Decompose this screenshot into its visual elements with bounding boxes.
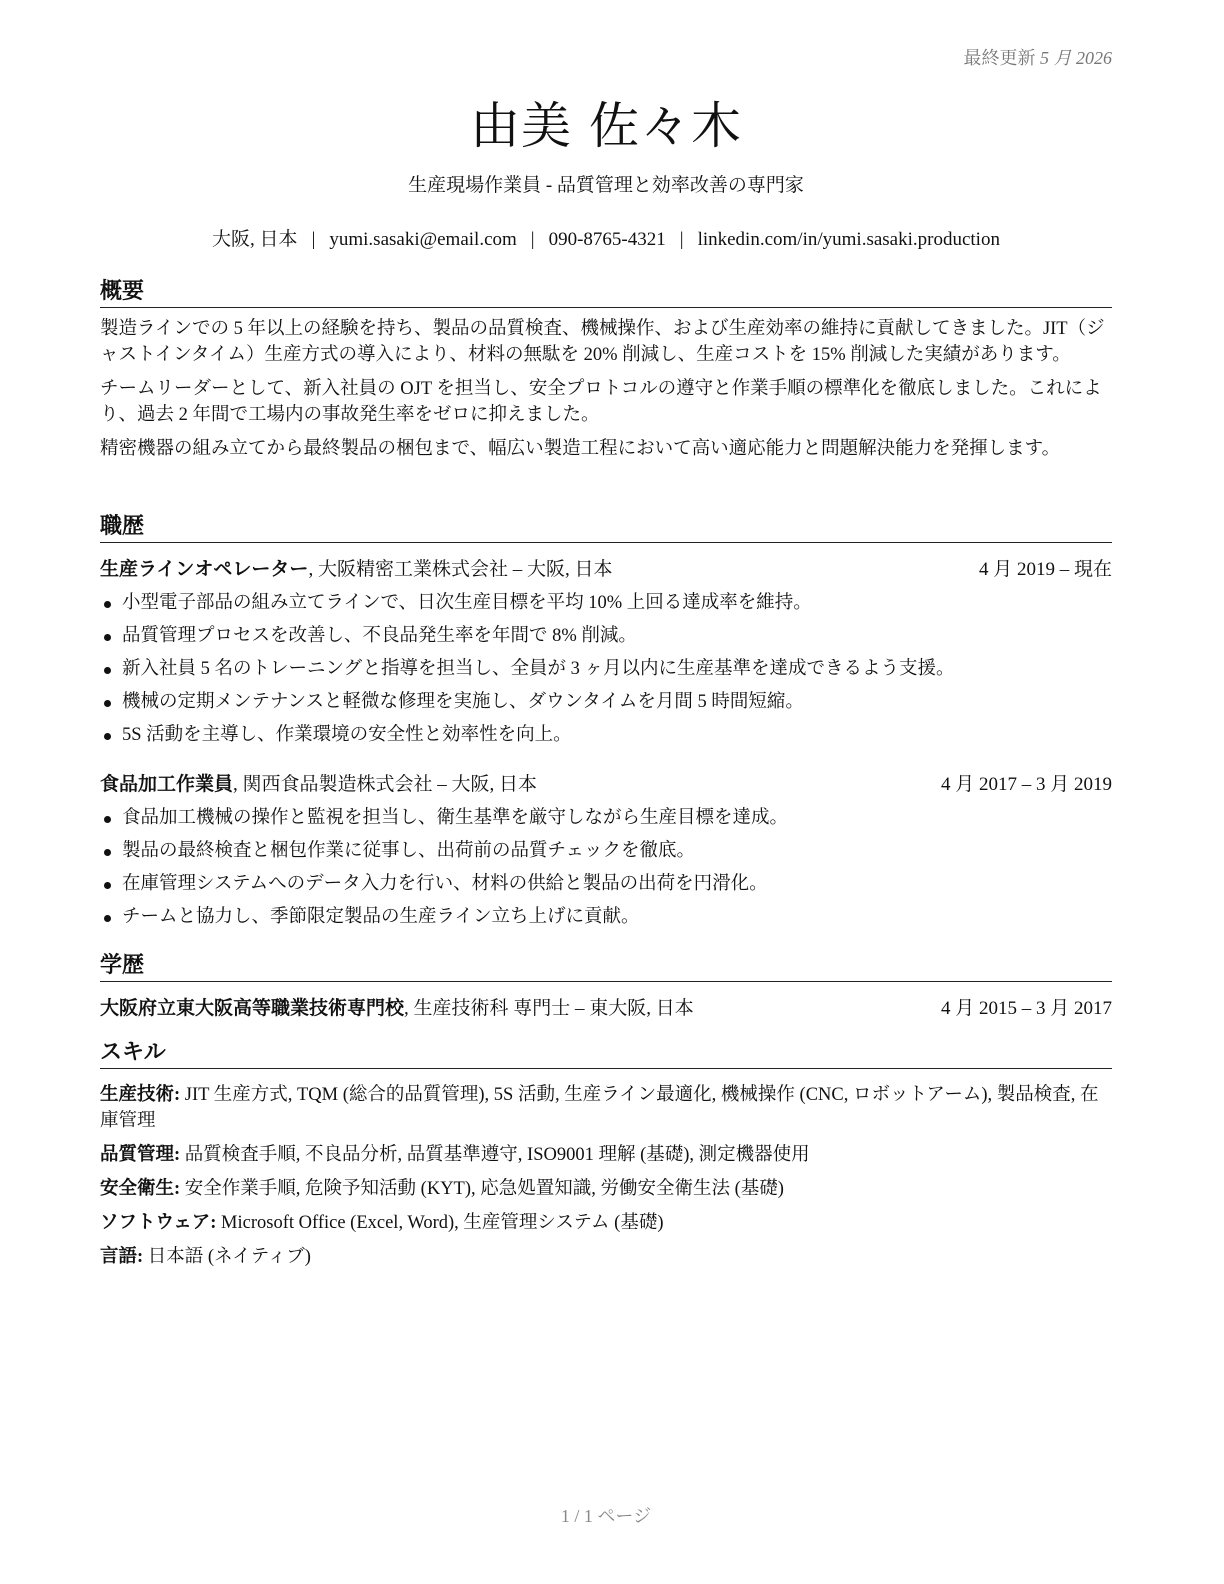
- skill-value: 安全作業手順, 危険予知活動 (KYT), 応急処置知識, 労働安全衛生法 (基礎): [184, 1179, 784, 1199]
- job-company: , 関西食品製造株式会社 – 大阪, 日本: [233, 774, 538, 795]
- skill-row: [100, 1176, 1112, 1202]
- summary-title: 概要: [100, 278, 1112, 308]
- contact-separator: |: [530, 229, 535, 250]
- education-section: [100, 952, 1112, 1022]
- list-item: 新入社員 5 名のトレーニングと指導を担当し、全員が 3 ヶ月以内に生産基準を達成できるよう支援。: [100, 653, 1112, 686]
- job-header: [100, 772, 1112, 798]
- job-title: 食品加工作業員: [100, 774, 234, 795]
- job-title: 生産ラインオペレーター: [100, 559, 309, 580]
- skill-row: [100, 1082, 1112, 1134]
- contact-separator: |: [311, 229, 316, 250]
- education-title: 学歴: [100, 952, 1112, 982]
- candidate-name: 由美 佐々木: [470, 97, 742, 155]
- skill-value: 品質検査手順, 不良品分析, 品質基準遵守, ISO9001 理解 (基礎), 測定機器使用: [184, 1145, 810, 1165]
- experience-title: 職歴: [100, 513, 1112, 543]
- job-header: [100, 557, 1112, 583]
- education-entry: [100, 996, 1112, 1022]
- list-item: 食品加工機械の操作と監視を担当し、衛生基準を厳守しながら生産目標を達成。: [100, 802, 1112, 835]
- job-dates: 4 月 2019 – 現在: [978, 559, 1112, 580]
- job-bullets: [100, 802, 1112, 934]
- last-updated-label: 最終更新: [963, 48, 1036, 68]
- summary-paragraph: 製造ラインでの 5 年以上の経験を持ち、製品の品質検査、機械操作、および生産効率の維持に貢献してきました。JIT（ジャストインタイム）生産方式の導入により、材料の無駄を 20% 削減し、生産コストを 15% 削減した実績があります。: [100, 319, 1105, 365]
- experience-section: [100, 513, 1112, 934]
- skill-label: 品質管理:: [100, 1145, 181, 1165]
- summary-section: [100, 278, 1112, 462]
- list-item: 小型電子部品の組み立てラインで、日次生産目標を平均 10% 上回る達成率を維持。: [100, 587, 1112, 620]
- summary-paragraph: チームリーダーとして、新入社員の OJT を担当し、安全プロトコルの遵守と作業手順の標準化を徹底しました。これにより、過去 2 年間で工場内の事故発生率をゼロに抑えました。: [100, 379, 1102, 425]
- skill-row: [100, 1142, 1112, 1168]
- list-item: 5S 活動を主導し、作業環境の安全性と効率性を向上。: [100, 719, 1112, 752]
- contact-phone[interactable]: 090-8765-4321: [548, 229, 666, 250]
- contact-separator: |: [679, 229, 684, 250]
- skill-label: 安全衛生:: [100, 1179, 181, 1199]
- skill-row: [100, 1210, 1112, 1236]
- contact-linkedin[interactable]: linkedin.com/in/yumi.sasaki.production: [697, 229, 1000, 250]
- list-item: 品質管理プロセスを改善し、不良品発生率を年間で 8% 削減。: [100, 620, 1112, 653]
- contact-location: 大阪, 日本: [212, 229, 298, 250]
- skill-value: Microsoft Office (Excel, Word), 生産管理システム (基礎): [221, 1213, 664, 1233]
- job-entry: [100, 557, 1112, 752]
- last-updated-date: 5 月 2026: [1040, 48, 1112, 68]
- education-line: [100, 996, 694, 1022]
- education-school: 大阪府立東大阪高等職業技術専門校: [100, 998, 405, 1019]
- job-title-line: [100, 772, 537, 798]
- job-title-line: [100, 557, 612, 583]
- skills-title: スキル: [100, 1039, 1112, 1069]
- job-company: , 大阪精密工業株式会社 – 大阪, 日本: [308, 559, 613, 580]
- page-indicator: 1 / 1 ページ: [560, 1506, 652, 1526]
- education-detail: , 生産技術科 専門士 – 東大阪, 日本: [404, 998, 694, 1019]
- last-updated: [964, 44, 1113, 70]
- skill-value: 日本語 (ネイティブ): [147, 1247, 311, 1267]
- contact-line: [100, 224, 1112, 251]
- skill-value: JIT 生産方式, TQM (総合的品質管理), 5S 活動, 生産ライン最適化, 機械操作 (CNC, ロボットアーム), 製品検査, 在庫管理: [100, 1085, 1099, 1131]
- skill-label: 言語:: [100, 1247, 144, 1267]
- candidate-tagline: 生産現場作業員 - 品質管理と効率改善の専門家: [408, 175, 804, 196]
- job-entry: [100, 772, 1112, 934]
- education-dates: 4 月 2015 – 3 月 2017: [940, 998, 1112, 1019]
- skills-section: [100, 1039, 1112, 1270]
- resume-page: [100, 0, 1112, 1584]
- contact-email[interactable]: yumi.sasaki@email.com: [329, 229, 517, 250]
- skill-label: ソフトウェア:: [100, 1213, 217, 1233]
- summary-paragraph: 精密機器の組み立てから最終製品の梱包まで、幅広い製造工程において高い適応能力と問題解決能力を発揮します。: [100, 439, 1061, 459]
- job-bullets: [100, 587, 1112, 752]
- job-dates: 4 月 2017 – 3 月 2019: [940, 774, 1112, 795]
- skill-label: 生産技術:: [100, 1085, 181, 1105]
- skill-row: [100, 1244, 1112, 1270]
- list-item: 在庫管理システムへのデータ入力を行い、材料の供給と製品の出荷を円滑化。: [100, 868, 1112, 901]
- list-item: 製品の最終検査と梱包作業に従事し、出荷前の品質チェックを徹底。: [100, 835, 1112, 868]
- list-item: チームと協力し、季節限定製品の生産ライン立ち上げに貢献。: [100, 901, 1112, 934]
- list-item: 機械の定期メンテナンスと軽微な修理を実施し、ダウンタイムを月間 5 時間短縮。: [100, 686, 1112, 719]
